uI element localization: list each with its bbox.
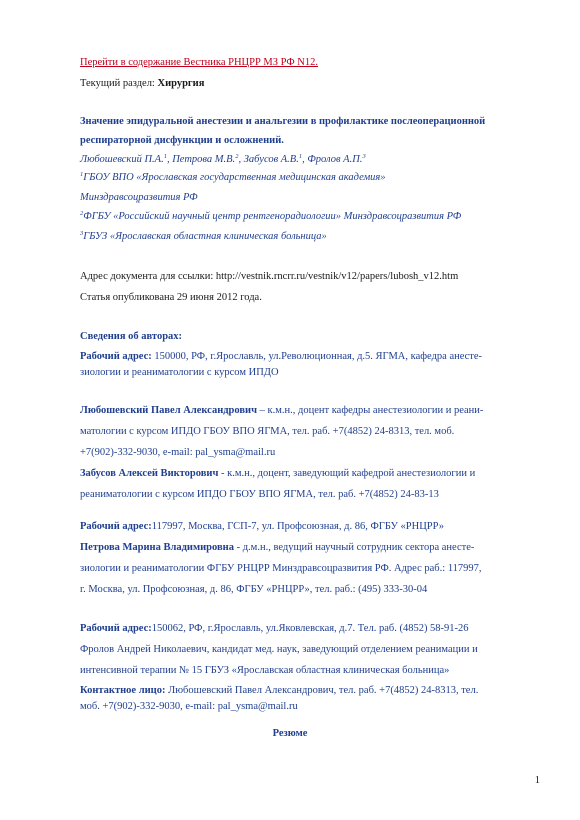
page-number: 1 (534, 775, 540, 786)
author-info-frolov: Рабочий адрес:150062, РФ, г.Ярославль, ул.Яковлевская, д.7. Тел. раб. (4852) 58-91-26 Фролов Андрей Николаевич, кандидат мед. наук, заведующий отделением реанимации и интенсивной терапии № 15 ГБУЗ «Ярославская областная клиническая больница» (80, 623, 478, 676)
author-list (80, 153, 540, 166)
author-info-petrova: Рабочий адрес:117997, Москва, ГСП-7, ул. Профсоюзная, д. 86, ФГБУ «РНЦРР» Петрова Марина Владимировна - д.м.н., ведущий научный сотрудник сектора анесте- зиологии и реаниматологии ФГБУ РНЦРР Минздравсоцразвития РФ. Адрес раб.: 117997, г. Москва, ул. Профсоюзная, д. 86, ФГБУ «РНЦРР», тел. раб.: (495) 333-30-04 (80, 521, 482, 595)
author: Петрова М.В.$^2$, (172, 153, 244, 165)
publication-date: Статья опубликована 29 июня 2012 года. (80, 292, 262, 303)
document-address: Адрес документа для ссылки: http://vestnik.rncrr.ru/vestnik/v12/papers/lubosh_v12.htm (80, 271, 459, 282)
affiliation-2: $^2$ФГБУ «Российский научный центр рентгенорадиологии» Минздравсоцразвития РФ (80, 210, 462, 222)
article-title-line1: Значение эпидуральной анестезии и анальгезии в профилактике послеоперационной (80, 116, 486, 127)
section-value: Хирургия (157, 78, 205, 89)
author-info-luboshevsky: Любошевский Павел Александрович – к.м.н., доцент кафедры анестезиологии и реани- матологии с курсом ИПДО ГБОУ ВПО ЯГМА, тел. раб. +7(4852) 24-8313, тел. моб. +7(902)-332-9030, e-mail: pal_ysma@mail.ru Забусов Алексей Викторович - к.м.н., доцент, заведующий кафедрой анестезиологии и реаниматологии с курсом ИПДО ГБОУ ВПО ЯГМА, тел. раб. +7(4852) 24-83-13 (80, 405, 484, 500)
authors-info-heading: Сведения об авторах: (80, 331, 183, 342)
contact-person: Контактное лицо: Любошевский Павел Александрович, тел. раб. +7(4852) 24-8313, тел. (80, 685, 479, 696)
affiliation-1: $^1$ГБОУ ВПО «Ярославская государственная медицинская академия» (80, 171, 386, 183)
work-address-1: Рабочий адрес: 150000, РФ, г.Ярославль, ул.Революционная, д.5. ЯГМА, кафедра анесте- (80, 351, 483, 362)
affiliation-1-cont: Минздравсоцразвития РФ (80, 192, 198, 203)
resume-heading: Резюме (272, 728, 308, 739)
work-address-1-cont: зиологии и реаниматологии с курсом ИПДО (80, 367, 279, 378)
affiliation-3: $^3$ГБУЗ «Ярославская областная клиническая больница» (80, 230, 327, 242)
section-label: Текущий раздел: (80, 78, 158, 89)
current-section (80, 77, 540, 90)
article-title-line2: респираторной дисфункции и осложнений. (80, 135, 284, 146)
author: Любошевский П.А.$^1$, (80, 153, 173, 165)
document-url[interactable]: http://vestnik.rncrr.ru/vestnik/v12/papers/lubosh_v12.htm (215, 271, 459, 282)
toc-link[interactable]: Перейти в содержание Вестника РНЦРР МЗ РФ N12. (80, 57, 318, 68)
author: Фролов А.П.$^3$ (307, 153, 366, 165)
contact-person-cont: моб. +7(902)-332-9030, e-mail: pal_ysma@mail.ru (80, 701, 298, 712)
author: Забусов А.В.$^1$, (243, 153, 308, 165)
